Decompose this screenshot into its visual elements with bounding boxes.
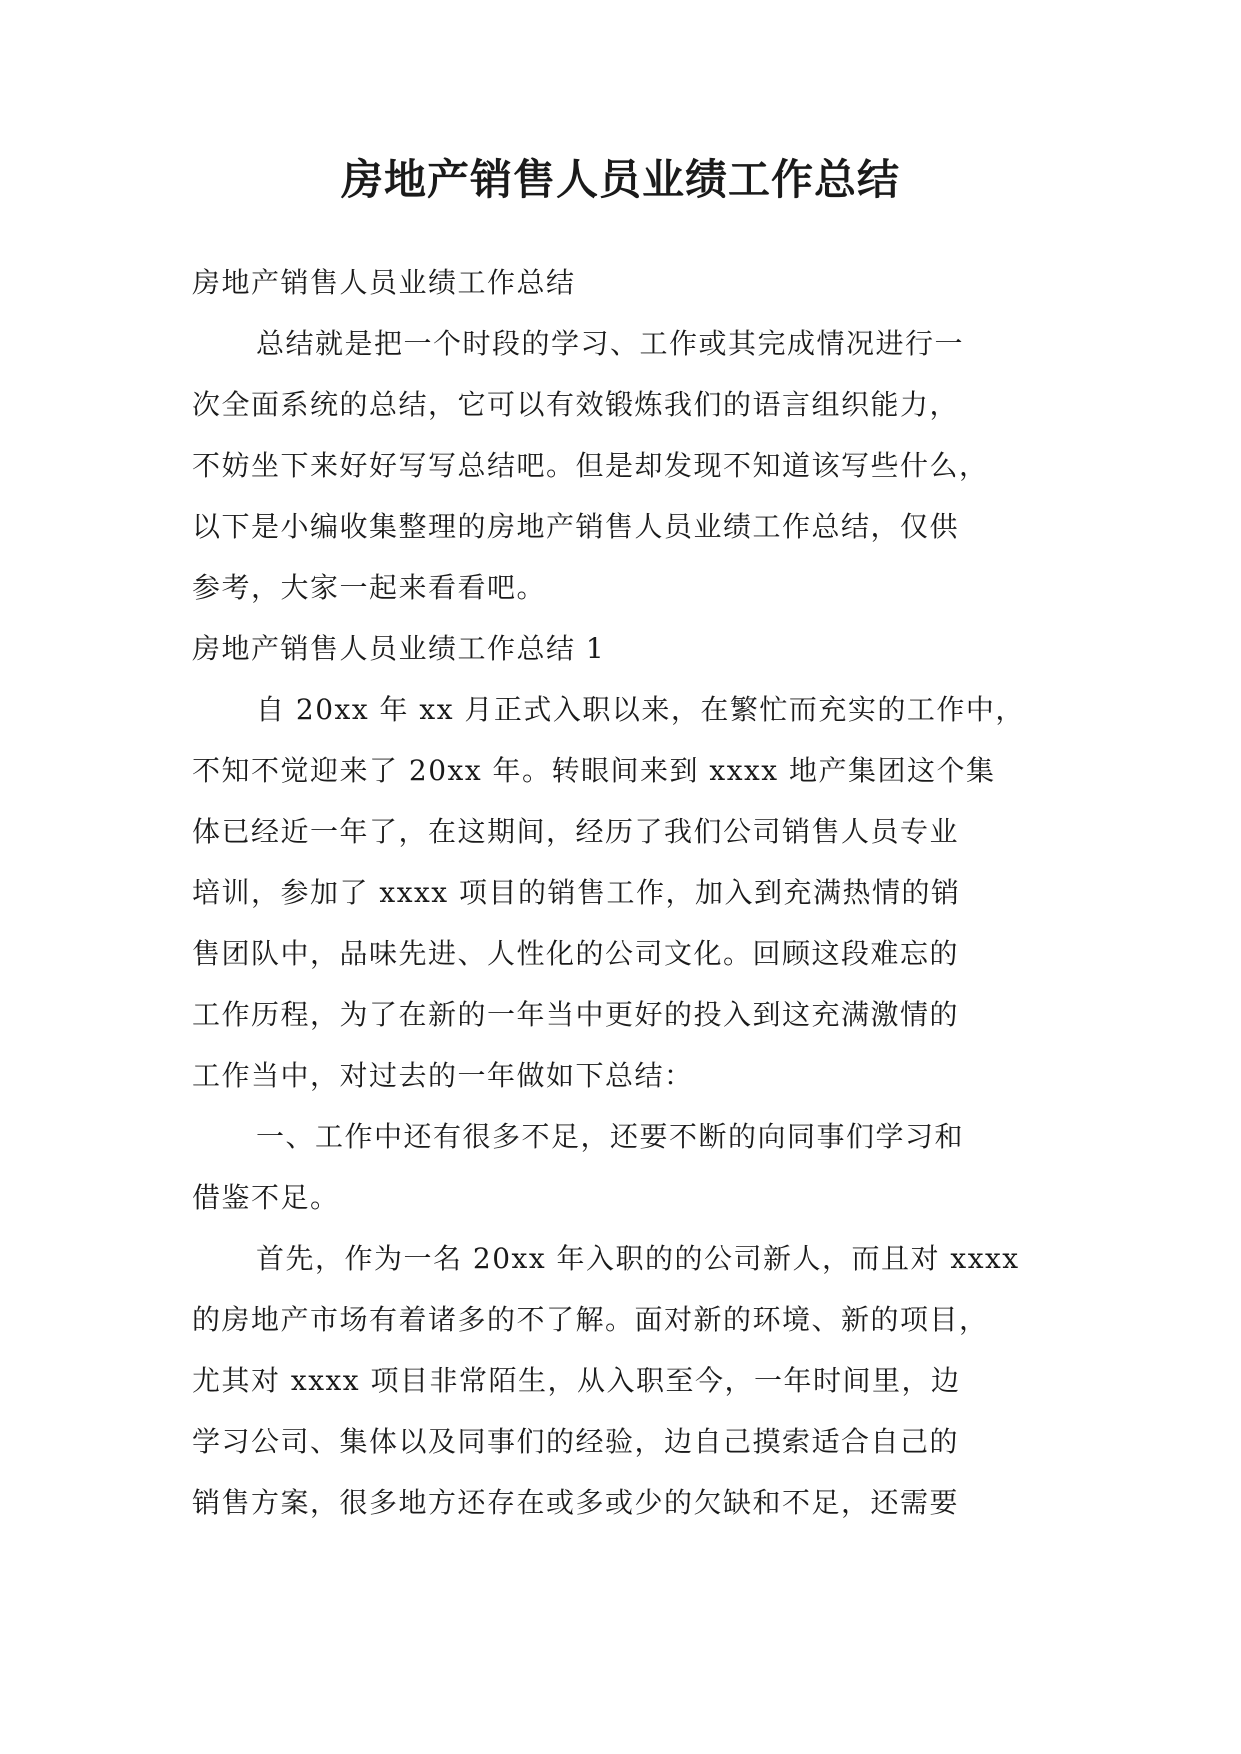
text-line: 次全面系统的总结，它可以有效锻炼我们的语言组织能力，	[192, 388, 960, 421]
text-line: 工作历程，为了在新的一年当中更好的投入到这充满激情的	[192, 998, 960, 1031]
text-line: 培训，参加了 xxxx 项目的销售工作，加入到充满热情的销	[192, 876, 961, 909]
body-paragraph	[192, 1228, 1054, 1533]
text-line: 总结就是把一个时段的学习、工作或其完成情况进行一	[256, 327, 965, 360]
text-line: 售团队中，品味先进、人性化的公司文化。回顾这段难忘的	[192, 937, 960, 970]
text-line: 不妨坐下来好好写写总结吧。但是却发现不知道该写些什么，	[192, 449, 989, 482]
intro-paragraph	[192, 313, 1054, 618]
text-line: 销售方案，很多地方还存在或多或少的欠缺和不足，还需要	[192, 1486, 960, 1519]
text-line: 以下是小编收集整理的房地产销售人员业绩工作总结，仅供	[192, 510, 960, 543]
text-line: 不知不觉迎来了 20xx 年。转眼间来到 xxxx 地产集团这个集	[192, 754, 996, 787]
document-subtitle: 房地产销售人员业绩工作总结	[192, 266, 576, 299]
text-line: 体已经近一年了，在这期间，经历了我们公司销售人员专业	[192, 815, 960, 848]
section-heading: 房地产销售人员业绩工作总结 1	[192, 632, 606, 665]
body-paragraph	[192, 1106, 1054, 1228]
text-line: 工作当中，对过去的一年做如下总结：	[192, 1059, 694, 1092]
body-paragraph	[192, 679, 1054, 1106]
text-line: 借鉴不足。	[192, 1181, 340, 1214]
text-line: 尤其对 xxxx 项目非常陌生，从入职至今，一年时间里，边	[192, 1364, 961, 1397]
document-title: 房地产销售人员业绩工作总结	[340, 155, 900, 204]
text-line: 参考，大家一起来看看吧。	[192, 571, 547, 604]
text-line: 学习公司、集体以及同事们的经验，边自己摸索适合自己的	[192, 1425, 960, 1458]
text-line: 自 20xx 年 xx 月正式入职以来，在繁忙而充实的工作中，	[256, 693, 1025, 726]
text-line: 一、工作中还有很多不足，还要不断的向同事们学习和	[256, 1120, 965, 1153]
text-line: 首先，作为一名 20xx 年入职的的公司新人，而且对 xxxx	[256, 1242, 1020, 1275]
text-line: 的房地产市场有着诸多的不了解。面对新的环境、新的项目，	[192, 1303, 989, 1336]
